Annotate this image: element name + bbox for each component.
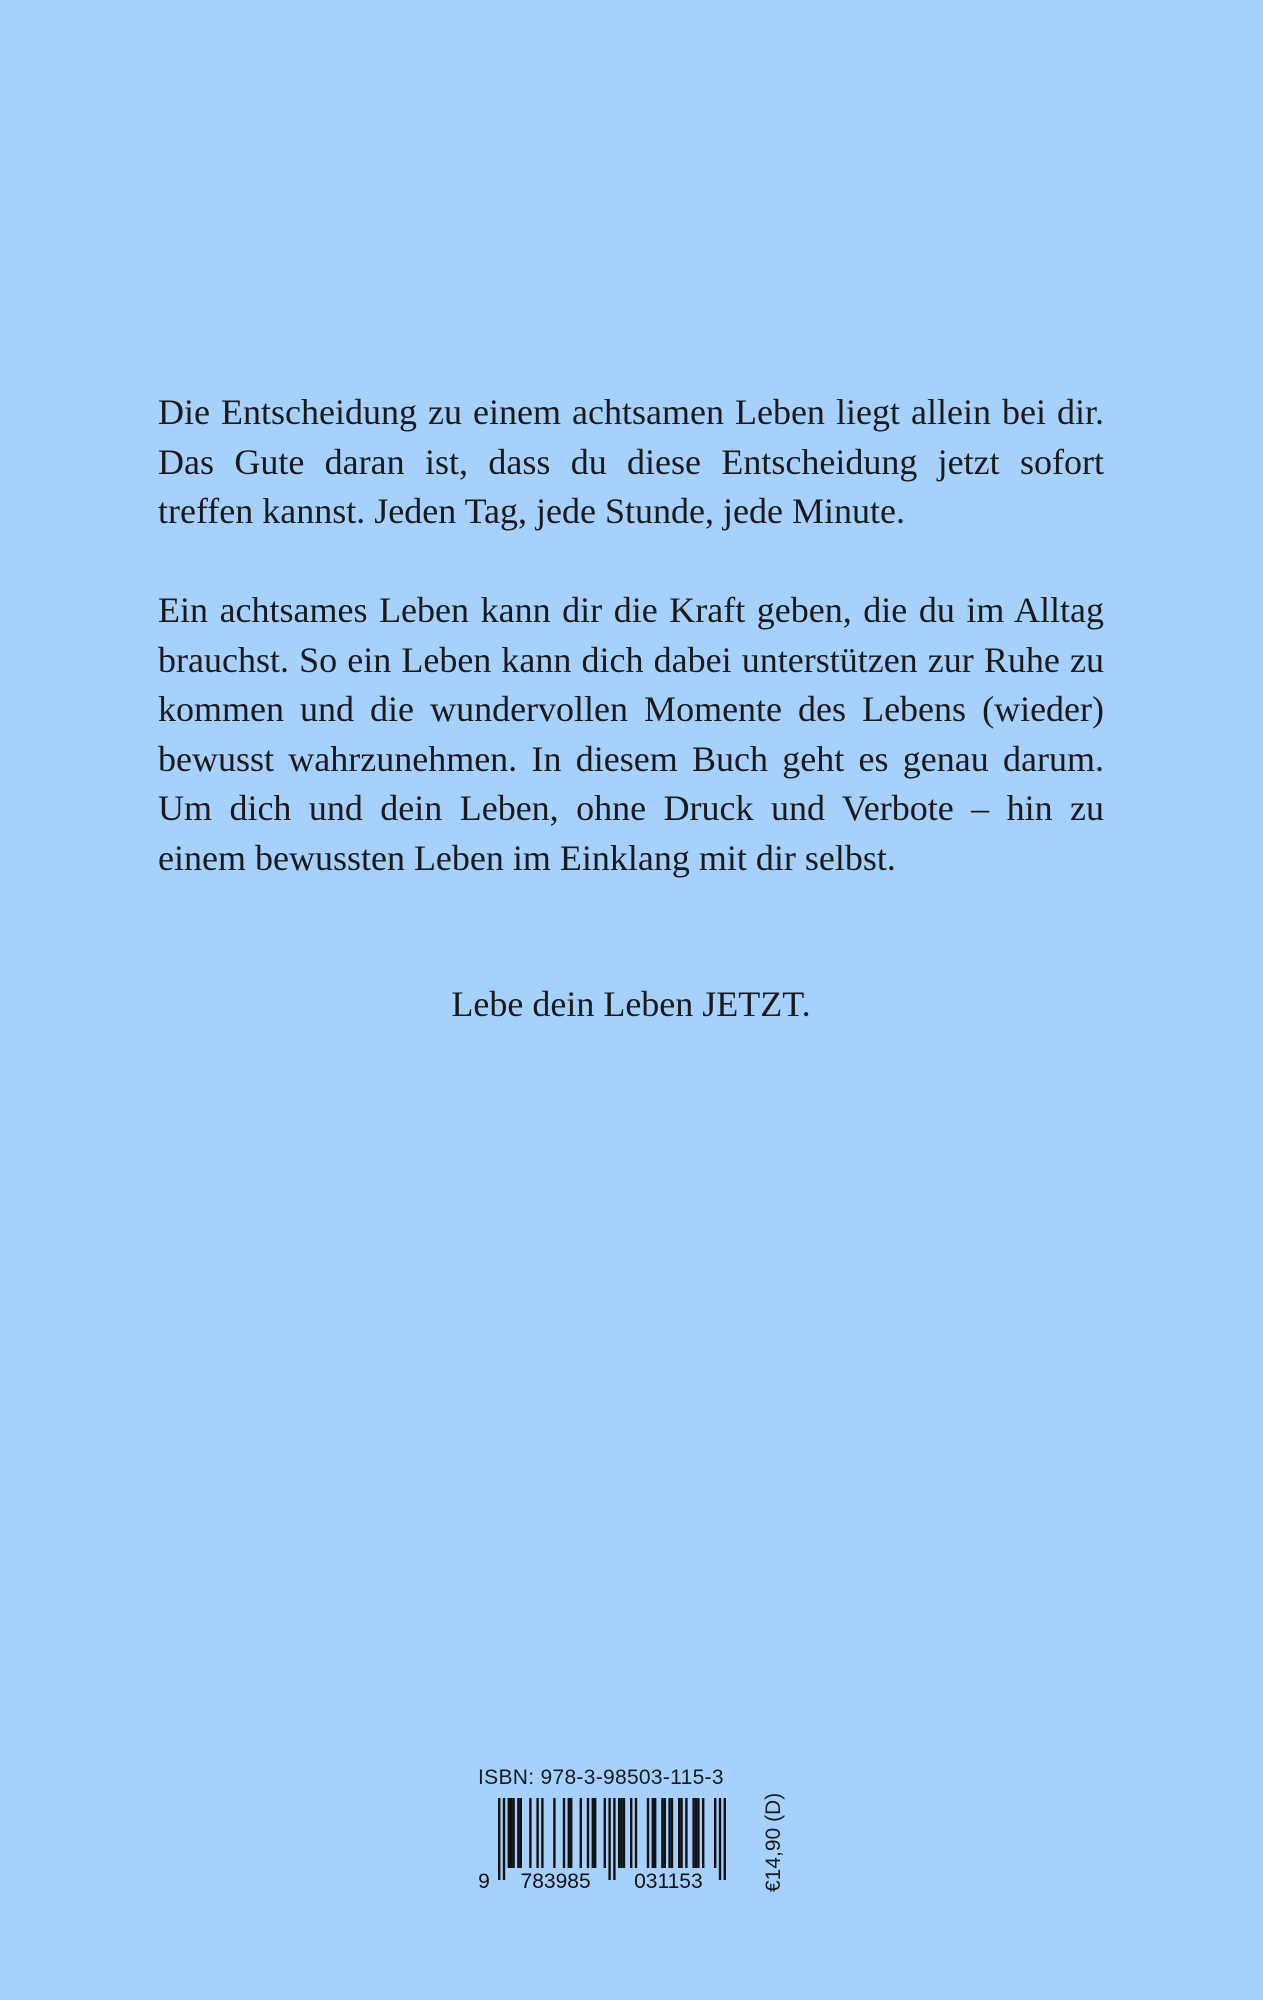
barcode-bar — [604, 1798, 606, 1868]
isbn-block — [476, 1760, 796, 1900]
ean-barcode — [476, 1796, 746, 1892]
barcode-digit-first: 9 — [478, 1870, 490, 1892]
barcode-bar — [692, 1798, 694, 1868]
barcode-bar — [661, 1798, 663, 1868]
price-label: €14,90 (D) — [762, 1792, 785, 1892]
barcode-bar — [541, 1798, 543, 1868]
barcode-bar — [697, 1798, 699, 1868]
barcode-bar — [620, 1798, 622, 1868]
barcode-bar — [668, 1798, 670, 1868]
barcode-bar — [580, 1798, 582, 1868]
barcode-bar — [592, 1798, 594, 1868]
isbn-label: ISBN: 978-3-98503-115-3 — [478, 1766, 724, 1789]
barcode-digits-right: 031153 — [634, 1870, 703, 1892]
barcode-bar — [512, 1798, 514, 1868]
barcode-bar — [719, 1798, 721, 1880]
barcode-bar — [613, 1798, 615, 1880]
barcode-bar — [568, 1798, 570, 1868]
barcode-bar — [630, 1798, 632, 1868]
barcode-bar — [563, 1798, 565, 1868]
barcode-bar — [671, 1798, 673, 1868]
barcode-bar — [570, 1798, 572, 1868]
barcode-bar — [517, 1798, 519, 1868]
barcode-bar — [529, 1798, 531, 1868]
barcode-bar — [608, 1798, 610, 1880]
barcode-bar — [536, 1798, 538, 1868]
barcode-bar — [587, 1798, 589, 1868]
barcode-bar — [623, 1798, 625, 1868]
blurb-paragraph-2: Ein achtsames Leben kann dir die Kraft geben, die du im Alltag brauchst. So ein Leben kann dich dabei unterstützen zur Ruhe zu kommen und die wundervollen Momente des Lebens (wieder) bewusst wahrzunehmen. In diesem Buch geht es genau darum. Um dich und dein Leben, ohne Druck und Verbote – hin zu einem bewussten Leben im Einklang mit dir selbst. — [158, 590, 1104, 878]
back-cover-blurb — [158, 388, 1104, 883]
barcode-bar — [520, 1798, 522, 1868]
barcode-bar — [498, 1798, 500, 1880]
blurb-paragraph-1: Die Entscheidung zu einem achtsamen Leben liegt allein bei dir. Das Gute daran ist, dass du diese Entscheidung jetzt sofort treffen kannst. Jeden Tag, jede Stunde, jede Minute. — [158, 392, 1104, 531]
barcode-bar — [724, 1798, 726, 1880]
barcode-bar — [510, 1798, 512, 1868]
barcode-bar — [678, 1798, 680, 1868]
barcode-bar — [635, 1798, 637, 1868]
barcode-bar — [680, 1798, 682, 1868]
barcode-bar — [685, 1798, 687, 1868]
barcode-bar — [702, 1798, 704, 1868]
barcode-bar — [664, 1798, 666, 1868]
barcode-bar — [714, 1798, 716, 1868]
barcode-bar — [553, 1798, 555, 1868]
barcode-bar — [508, 1798, 510, 1868]
tagline: Lebe dein Leben JETZT. — [451, 984, 811, 1024]
barcode-bar — [654, 1798, 656, 1868]
barcode-digits-left: 783985 — [520, 1870, 591, 1892]
barcode-bar — [695, 1798, 697, 1868]
barcode-bar — [652, 1798, 654, 1868]
barcode-bar — [594, 1798, 596, 1868]
barcode-bar — [647, 1798, 649, 1868]
barcode-bar — [618, 1798, 620, 1868]
barcode-bar — [503, 1798, 505, 1880]
